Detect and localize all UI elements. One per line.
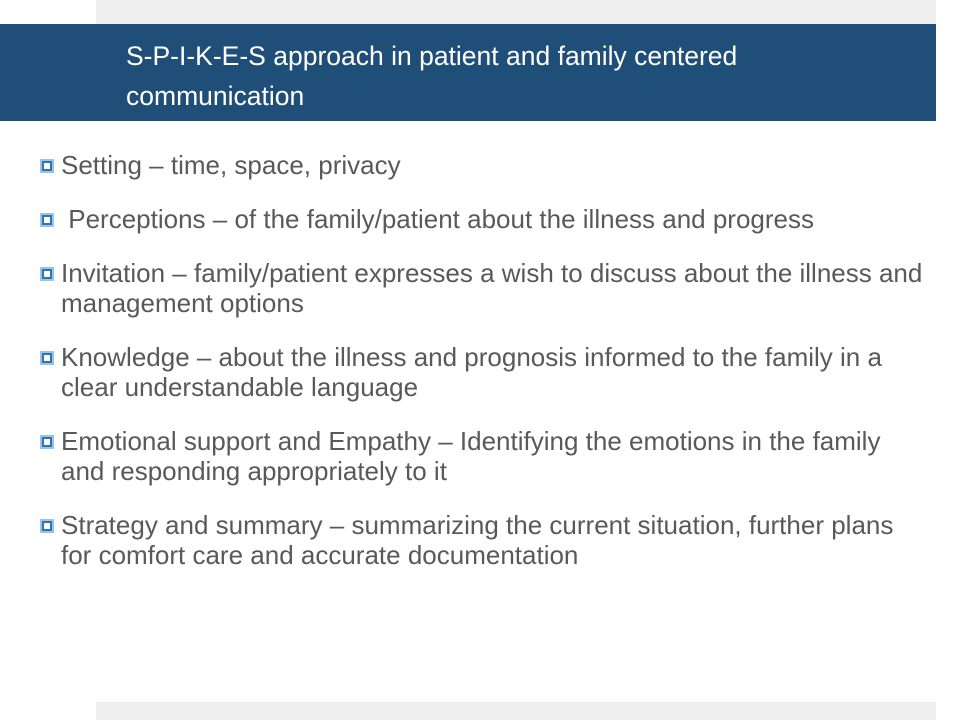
list-item bbox=[40, 426, 930, 486]
square-bullet-icon bbox=[40, 435, 54, 449]
bottom-decor-strip bbox=[96, 702, 936, 720]
list-item bbox=[40, 150, 930, 180]
slide-title: S-P-I-K-E-S approach in patient and family centered communication bbox=[126, 41, 738, 111]
list-item bbox=[40, 342, 930, 402]
square-bullet-icon bbox=[40, 267, 54, 281]
bullet-text: Emotional support and Empathy – Identifying the emotions in the family and responding appropriately to it bbox=[61, 426, 881, 486]
square-bullet-icon bbox=[40, 159, 54, 173]
bullet-text: Invitation – family/patient expresses a wish to discuss about the illness and management options bbox=[61, 258, 923, 318]
list-item bbox=[40, 204, 930, 234]
bullet-text: Perceptions – of the family/patient about the illness and progress bbox=[61, 204, 815, 234]
top-decor-strip bbox=[96, 0, 936, 24]
bullet-text: Knowledge – about the illness and prognosis informed to the family in a clear understandable language bbox=[61, 342, 882, 402]
bullet-text: Strategy and summary – summarizing the current situation, further plans for comfort care and accurate documentation bbox=[61, 510, 894, 570]
square-bullet-icon bbox=[40, 519, 54, 533]
square-bullet-icon bbox=[40, 351, 54, 365]
list-item bbox=[40, 258, 930, 318]
list-item bbox=[40, 510, 930, 570]
square-bullet-icon bbox=[40, 213, 54, 227]
bullet-list bbox=[40, 150, 930, 594]
bullet-text: Setting – time, space, privacy bbox=[61, 150, 401, 180]
